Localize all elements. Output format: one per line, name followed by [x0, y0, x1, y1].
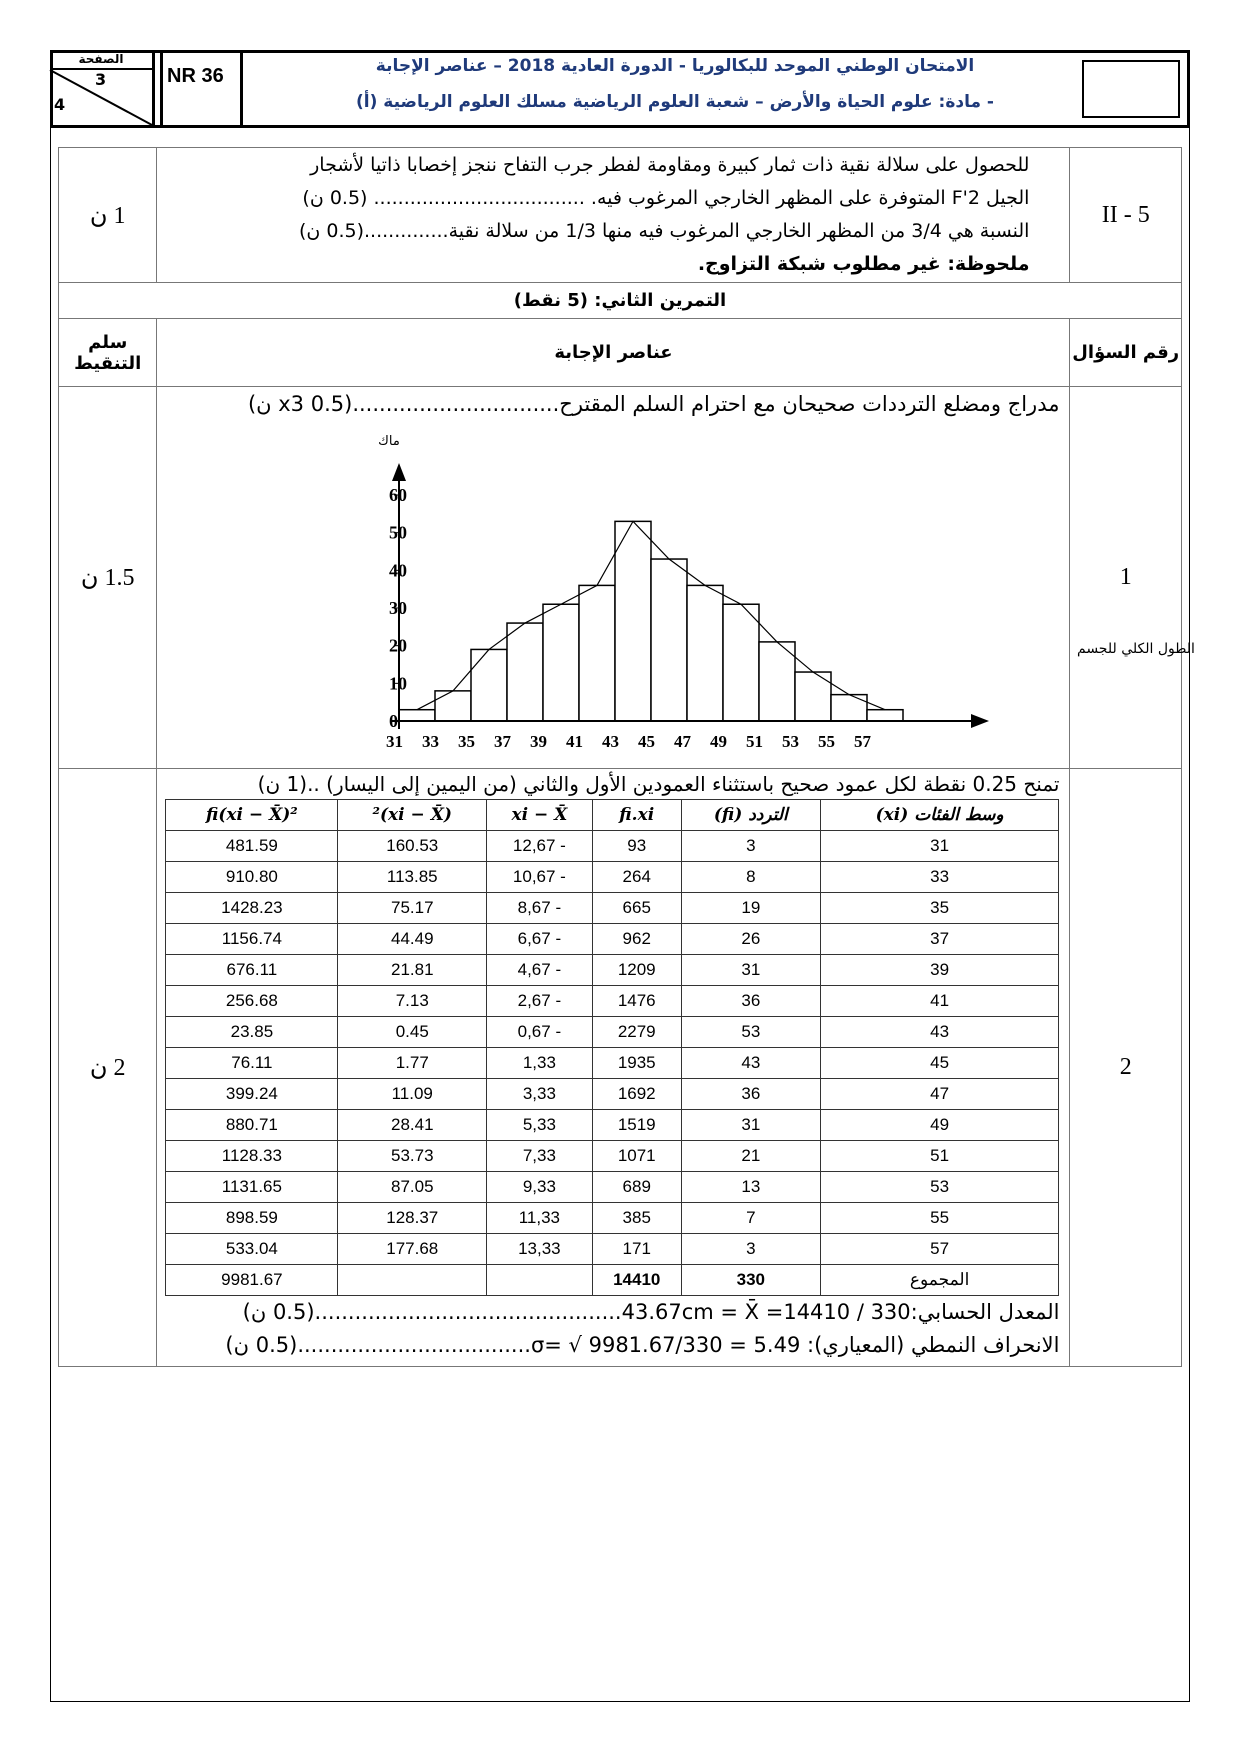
table-row: [166, 1017, 1059, 1048]
cell: 31: [681, 955, 820, 986]
cell: 385: [592, 1203, 681, 1234]
x-axis-arrow-icon: [971, 714, 989, 728]
cell: 36: [681, 1079, 820, 1110]
cell: 1.77: [338, 1048, 487, 1079]
cell: وسط الفئات (xi): [820, 800, 1059, 831]
cell: 53: [820, 1172, 1059, 1203]
cell: 7: [681, 1203, 820, 1234]
histogram-bar: [867, 710, 903, 721]
cell: 13,33: [487, 1234, 592, 1265]
histogram-bar: [723, 604, 759, 721]
std-line: الانحراف النمطي (المعياري): 5.49 = 9981.67/330 √ =σ...................................(0.5 ن): [225, 1333, 1060, 1357]
answer-table: [58, 147, 1196, 1367]
cell: 31: [681, 1110, 820, 1141]
exercise-title: التمرين الثاني: (5 نقط): [59, 283, 1182, 319]
row-q2: [59, 769, 1182, 1367]
y-tick-label: 60: [389, 485, 408, 505]
x-tick-label: 49: [710, 732, 728, 751]
x-tick-label: 33: [422, 732, 440, 751]
cell: 44.49: [338, 924, 487, 955]
x-tick-label: 55: [818, 732, 836, 751]
cell: التردد (fi): [681, 800, 820, 831]
x-tick-label: 41: [566, 732, 584, 751]
histogram-bar: [399, 710, 435, 721]
y-tick-label: 0: [389, 711, 399, 731]
cell: 43: [820, 1017, 1059, 1048]
column-headers: [59, 319, 1182, 387]
total-row: [166, 1265, 1059, 1296]
x-tick-label: 57: [854, 732, 872, 751]
cell: 41: [820, 986, 1059, 1017]
exam-code: NR 36: [160, 50, 243, 128]
exam-subject: - مادة: علوم الحياة والأرض – شعبة العلوم الرياضية مسلك العلوم الرياضية (أ): [356, 92, 994, 112]
mean-line: المعدل الحسابي:43.67cm = X̄ =14410 / 330..............................................(0.5 ن): [242, 1300, 1060, 1324]
answer-line: النسبة هي 3/4 من المظهر الخارجي المرغوب فيه منها 1/3 من سلالة نقية..............(0.5 ن): [298, 220, 1030, 242]
histogram-bar: [507, 623, 543, 721]
cell: 910.80: [166, 862, 338, 893]
header-answer: عناصر الإجابة: [157, 319, 1070, 387]
question-number: 1: [1070, 387, 1182, 769]
score: 1 ن: [59, 148, 157, 283]
y-tick-label: 20: [389, 635, 408, 656]
cell: 31: [820, 831, 1059, 862]
cell: 57: [820, 1234, 1059, 1265]
cell: - 12,67: [487, 831, 592, 862]
cell: 37: [820, 924, 1059, 955]
exam-title: الامتحان الوطني الموحد للبكالوريا - الدورة العادية 2018 – عناصر الإجابة: [375, 56, 975, 76]
header-question: رقم السؤال: [1070, 319, 1182, 387]
cell: 51: [820, 1141, 1059, 1172]
table-row: [166, 1141, 1059, 1172]
cell: 533.04: [166, 1234, 338, 1265]
table-header: [166, 800, 1059, 831]
cell: 8: [681, 862, 820, 893]
frequency-table: [165, 799, 1059, 1296]
cell: 676.11: [166, 955, 338, 986]
cell: fi(xi − X̄)²: [166, 800, 338, 831]
answer-cell: [157, 769, 1070, 1367]
cell: 9981.67: [166, 1265, 338, 1296]
cell: 3: [681, 1234, 820, 1265]
answer-line: الجيل F'2 المتوفرة على المظهر الخارجي المرغوب فيه. ................................... (0.5 ن): [302, 187, 1030, 209]
x-tick-label: 43: [602, 732, 620, 751]
cell: 1071: [592, 1141, 681, 1172]
cell: 53.73: [338, 1141, 487, 1172]
cell: 55: [820, 1203, 1059, 1234]
answer-statement: مدراج ومضلع الترددات صحيحان مع احترام السلم المقترح...............................(0.5 x3 ن): [247, 392, 1060, 416]
cell: 898.59: [166, 1203, 338, 1234]
cell: 36: [681, 986, 820, 1017]
cell: 481.59: [166, 831, 338, 862]
table-row: [166, 893, 1059, 924]
cell: 49: [820, 1110, 1059, 1141]
row-q1: [59, 387, 1182, 769]
cell: - 2,67: [487, 986, 592, 1017]
histogram-bar: [651, 559, 687, 721]
y-axis-label: ماك: [378, 434, 401, 449]
score: 2 ن: [59, 769, 157, 1367]
table-row: [166, 831, 1059, 862]
table-row: [166, 1079, 1059, 1110]
cell: 0.45: [338, 1017, 487, 1048]
cell: 76.11: [166, 1048, 338, 1079]
cell: 7.13: [338, 986, 487, 1017]
cell: 26: [681, 924, 820, 955]
cell: 264: [592, 862, 681, 893]
cell: 13: [681, 1172, 820, 1203]
x-axis-label: الطول الكلي للجسم: [1077, 641, 1196, 657]
table-row: [166, 1110, 1059, 1141]
cell: 1476: [592, 986, 681, 1017]
cell: 1519: [592, 1110, 681, 1141]
cell: - 6,67: [487, 924, 592, 955]
cell: 9,33: [487, 1172, 592, 1203]
page-number-box: [50, 50, 155, 128]
answer-cell: [157, 387, 1196, 769]
note-line: ملحوظة: غير مطلوب شبكة التزاوج.: [697, 253, 1030, 275]
table-row: [166, 986, 1059, 1017]
table-row: [166, 924, 1059, 955]
histogram-bar: [759, 642, 795, 721]
cell: [338, 1265, 487, 1296]
histogram-bar: [435, 691, 471, 721]
table-row: [166, 1203, 1059, 1234]
cell: 128.37: [338, 1203, 487, 1234]
cell: - 0,67: [487, 1017, 592, 1048]
question-number: 5 - II: [1070, 148, 1182, 283]
x-tick-label: 35: [458, 732, 476, 751]
cell: [487, 1265, 592, 1296]
y-tick-label: 50: [389, 522, 408, 543]
x-tick-label: 47: [674, 732, 692, 751]
cell: 14410: [592, 1265, 681, 1296]
cell: 177.68: [338, 1234, 487, 1265]
histogram-bar: [543, 604, 579, 721]
cell: 5,33: [487, 1110, 592, 1141]
y-axis-arrow-icon: [392, 463, 406, 481]
cell: المجموع: [820, 1265, 1059, 1296]
y-tick-label: 40: [389, 560, 408, 581]
cell: 171: [592, 1234, 681, 1265]
cell: xi − X̄: [487, 800, 592, 831]
histogram-bar: [831, 695, 867, 721]
cell: 45: [820, 1048, 1059, 1079]
cell: 3: [681, 831, 820, 862]
cell: 35: [820, 893, 1059, 924]
cell: 87.05: [338, 1172, 487, 1203]
cell: 11.09: [338, 1079, 487, 1110]
cell: 689: [592, 1172, 681, 1203]
cell: 880.71: [166, 1110, 338, 1141]
cell: 28.41: [338, 1110, 487, 1141]
cell: 7,33: [487, 1141, 592, 1172]
histogram-bar: [687, 585, 723, 721]
cell: - 10,67: [487, 862, 592, 893]
cell: 1131.65: [166, 1172, 338, 1203]
cell: 160.53: [338, 831, 487, 862]
cell: 3,33: [487, 1079, 592, 1110]
cell: 1692: [592, 1079, 681, 1110]
cell: (xi − X̄)²: [338, 800, 487, 831]
x-tick-label: 37: [494, 732, 512, 751]
cell: 665: [592, 893, 681, 924]
histogram-bar: [615, 521, 651, 721]
y-tick-label: 30: [389, 598, 408, 618]
x-tick-label: 31: [386, 732, 404, 751]
page-total: 4: [54, 95, 66, 114]
cell: 33: [820, 862, 1059, 893]
cell: fi.xi: [592, 800, 681, 831]
cell: 113.85: [338, 862, 487, 893]
cell: 19: [681, 893, 820, 924]
x-tick-label: 51: [746, 732, 764, 751]
x-tick-label: 45: [638, 732, 656, 751]
cell: 1209: [592, 955, 681, 986]
cell: 53: [681, 1017, 820, 1048]
blank-box: [1082, 60, 1180, 118]
table-row: [166, 955, 1059, 986]
cell: 1935: [592, 1048, 681, 1079]
cell: 75.17: [338, 893, 487, 924]
answer-statement: تمنح 0.25 نقطة لكل عمود صحيح باستثناء العمودين الأول والثاني (من اليمين إلى اليسار) ..(1 ن): [257, 772, 1060, 796]
histogram-chart: [157, 425, 1196, 765]
cell: 1156.74: [166, 924, 338, 955]
row-5-II: [59, 148, 1182, 283]
question-number: 2: [1070, 769, 1182, 1367]
cell: 21: [681, 1141, 820, 1172]
table-row: [166, 862, 1059, 893]
cell: 2279: [592, 1017, 681, 1048]
cell: 256.68: [166, 986, 338, 1017]
cell: 43: [681, 1048, 820, 1079]
page-number: 3: [95, 70, 107, 89]
cell: 47: [820, 1079, 1059, 1110]
cell: 399.24: [166, 1079, 338, 1110]
histogram-bar: [471, 649, 507, 721]
cell: 21.81: [338, 955, 487, 986]
answer-line: للحصول على سلالة نقية ذات ثمار كبيرة ومقاومة لفطر جرب التفاح ننجز إخصابا ذاتيا لأشجار: [310, 154, 1030, 176]
table-row: [166, 1234, 1059, 1265]
cell: 1428.23: [166, 893, 338, 924]
score: 1.5 ن: [59, 387, 157, 769]
cell: 962: [592, 924, 681, 955]
page-label: الصفحة: [50, 50, 152, 70]
cell: - 8,67: [487, 893, 592, 924]
table-row: [166, 1172, 1059, 1203]
cell: 1,33: [487, 1048, 592, 1079]
histogram-bar: [579, 585, 615, 721]
table-row: [166, 1048, 1059, 1079]
x-tick-label: 39: [530, 732, 548, 751]
cell: 93: [592, 831, 681, 862]
cell: 11,33: [487, 1203, 592, 1234]
cell: 1128.33: [166, 1141, 338, 1172]
header-score: سلم التنقيط: [59, 319, 157, 387]
cell: 39: [820, 955, 1059, 986]
answer-cell: [157, 148, 1070, 283]
x-tick-label: 53: [782, 732, 800, 751]
cell: 330: [681, 1265, 820, 1296]
y-tick-label: 10: [389, 673, 408, 694]
cell: - 4,67: [487, 955, 592, 986]
cell: 23.85: [166, 1017, 338, 1048]
